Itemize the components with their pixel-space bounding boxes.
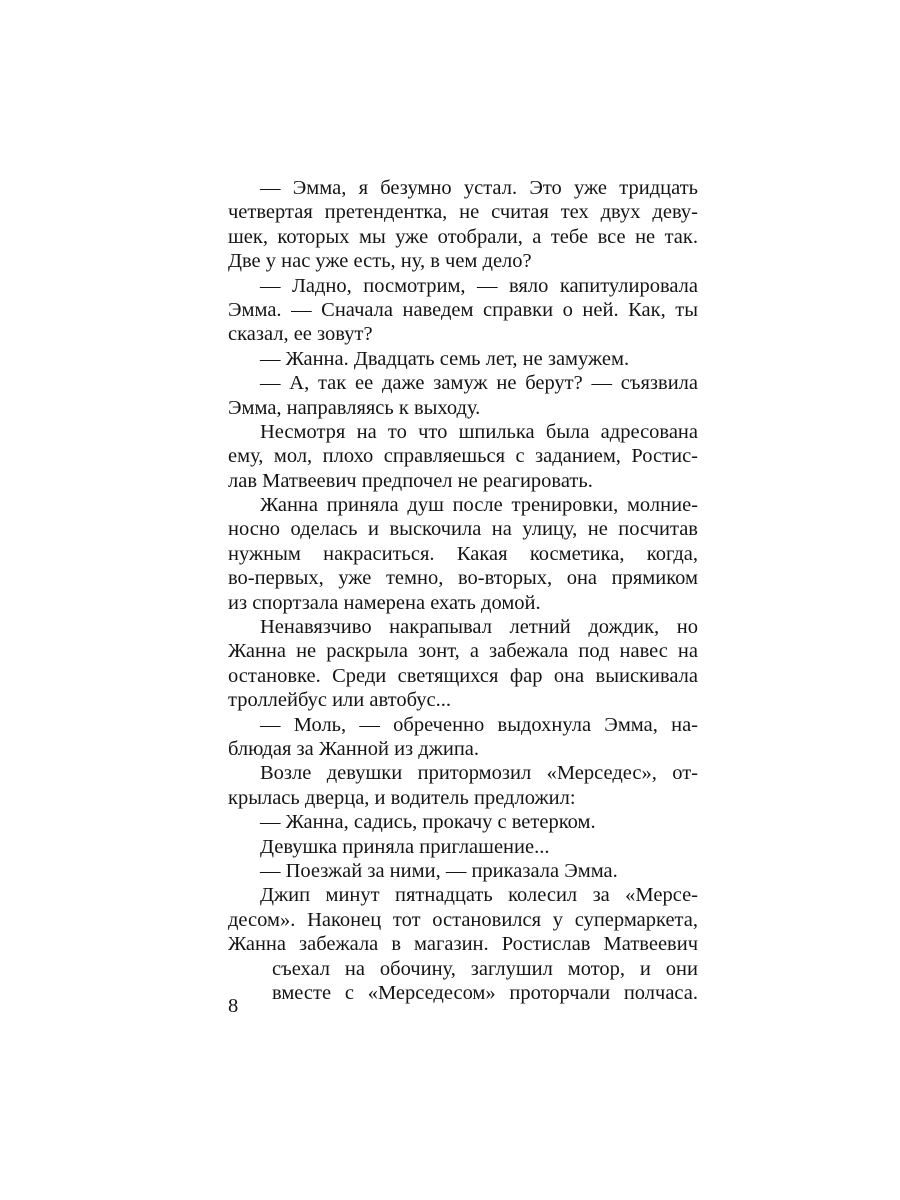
text-line: Эмма. — Сначала наведем справки о ней. Как, ты [228,298,698,321]
text-line: четвертая претендентка, не считая тех двух деву- [228,201,698,224]
text-line: Ненавязчиво накрапывал летний дождик, но [260,616,698,639]
text-line: Жанна приняла душ после тренировки, молние- [260,494,698,517]
text-line: Жанна не раскрыла зонт, а забежала под навес на [228,640,698,663]
text-line: вместе с «Мерседесом» проторчали полчаса. [272,981,698,1004]
text-line: — Эмма, я безумно устал. Это уже тридцать [260,177,698,199]
text-line: Возле девушки притормозил «Мерседес», от- [260,762,698,785]
text-line: — Жанна. Двадцать семь лет, не замужем. [260,347,630,370]
text-line: из спортзала намерена ехать домой. [228,591,541,614]
text-line: Эмма, направляясь к выходу. [228,396,481,419]
text-line: остановке. Среди светящихся фар она выискивала [228,664,698,687]
text-line: десом». Наконец тот остановился у супермаркета, [228,908,698,931]
text-line: Джип минут пятнадцать колесил за «Мерсе- [260,884,698,907]
text-line: троллейбус или автобус... [228,689,451,712]
text-line: крылась дверца, и водитель предложил: [228,786,576,809]
text-line: — Поезжай за ними, — приказала Эмма. [260,859,618,882]
text-line: Девушка приняла приглашение... [260,835,550,858]
text-line: во-первых, уже темно, во-вторых, она прямиком [228,567,698,590]
text-line: блюдая за Жанной из джипа. [228,737,480,760]
text-line: — А, так ее даже замуж не берут? — съязвила [260,372,698,395]
text-line: съехал на обочину, заглушил мотор, и они [272,957,698,980]
text-line: шек, которых мы уже отобрали, а тебе все не так. [228,225,698,248]
page-number: 8 [228,995,239,1017]
text-line: ему, мол, плохо справляешься с заданием, Ростис- [228,445,698,468]
text-line: Две у нас уже есть, ну, в чем дело? [228,250,532,273]
text-line: — Моль, — обреченно выдохнула Эмма, на- [260,713,698,736]
text-line: Жанна забежала в магазин. Ростислав Матвеевич [228,933,698,956]
text-line: Несмотря на то что шпилька была адресована [260,420,698,443]
text-line: — Ладно, посмотрим, — вяло капитулировала [260,274,698,297]
text-line: нужным накраситься. Какая косметика, когда, [228,542,698,565]
body-text [228,176,698,1005]
text-line: лав Матвеевич предпочел не реагировать. [228,469,593,492]
text-line: носно оделась и выскочила на улицу, не посчитав [228,518,698,541]
text-line: сказал, ее зовут? [228,323,373,346]
text-line: — Жанна, садись, прокачу с ветерком. [260,811,596,834]
